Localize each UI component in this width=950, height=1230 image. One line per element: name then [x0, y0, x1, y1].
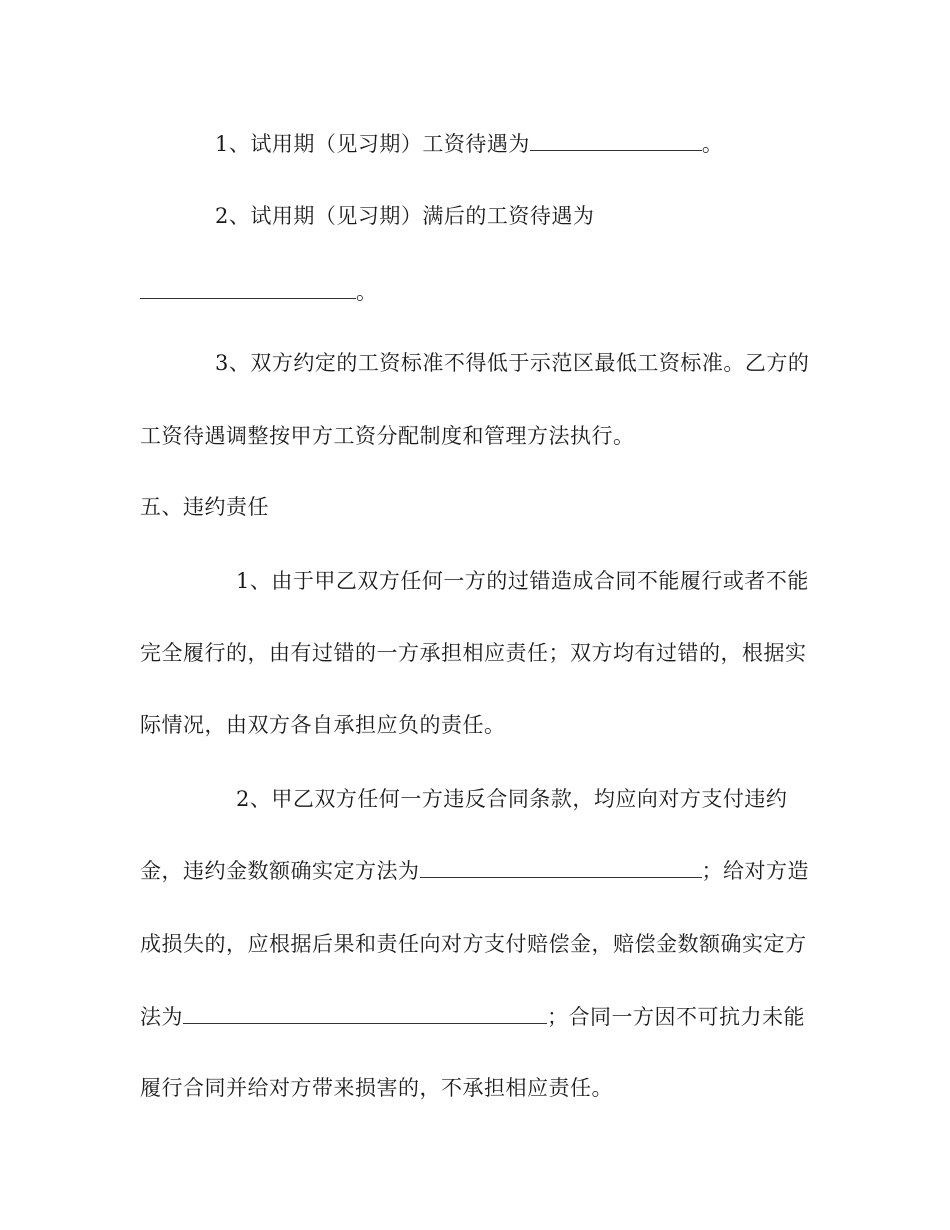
- clause-5-1-cont-1-text: 完全履行的，由有过错的一方承担相应责任；双方均有过错的，根据实: [140, 641, 807, 665]
- clause-4-1: [215, 129, 895, 159]
- clause-5-2-cont-3-text: 法为: [140, 1005, 183, 1029]
- clause-4-2-blank-line: [140, 277, 820, 307]
- clause-4-3: [215, 348, 895, 378]
- clause-5-1-text: 1、由于甲乙双方任何一方的过错造成合同不能履行或者不能: [236, 569, 809, 593]
- section-heading-text: 五、违约责任: [140, 495, 269, 519]
- clause-5-2-cont-3-end: ；合同一方因不可抗力未能: [547, 1005, 805, 1029]
- clause-4-1-text: 1、试用期（见习期）工资待遇为: [215, 132, 530, 156]
- clause-5-2-cont-1-text: 金，违约金数额确实定方法为: [140, 859, 420, 883]
- clause-5-2-cont-3: [140, 1002, 820, 1032]
- clause-5-2-cont-2: [140, 929, 820, 959]
- clause-4-3-cont: [140, 421, 820, 451]
- fill-blank-post-probation-salary[interactable]: [140, 278, 356, 299]
- clause-4-2-text: 2、试用期（见习期）满后的工资待遇为: [215, 204, 595, 228]
- clause-4-3-text: 3、双方约定的工资标准不得低于示范区最低工资标准。乙方的: [215, 351, 810, 375]
- clause-4-2: [215, 201, 895, 231]
- clause-5-2-text: 2、甲乙双方任何一方违反合同条款，均应向对方支付违约: [236, 787, 788, 811]
- clause-5-1-cont-1: [140, 638, 820, 668]
- clause-5-2: [236, 784, 916, 814]
- clause-5-1: [236, 566, 916, 596]
- clause-5-1-cont-2-text: 际情况，由双方各自承担应负的责任。: [140, 713, 506, 737]
- fill-blank-probation-salary[interactable]: [530, 130, 702, 151]
- clause-5-2-cont-2-text: 成损失的，应根据后果和责任向对方支付赔偿金，赔偿金数额确实定方: [140, 932, 807, 956]
- clause-5-2-cont-1: [140, 856, 820, 886]
- clause-5-2-cont-4: [140, 1073, 820, 1103]
- clause-4-2-end: 。: [356, 280, 378, 304]
- clause-5-2-cont-1-end: ；给对方造: [701, 859, 809, 883]
- fill-blank-penalty-method[interactable]: [420, 857, 702, 878]
- section-heading-breach: [140, 492, 820, 522]
- clause-4-3-cont-text: 工资待遇调整按甲方工资分配制度和管理方法执行。: [140, 424, 635, 448]
- clause-5-1-cont-2: [140, 710, 820, 740]
- fill-blank-compensation-method[interactable]: [183, 1003, 547, 1024]
- clause-5-2-cont-4-text: 履行合同并给对方带来损害的，不承担相应责任。: [140, 1076, 613, 1100]
- clause-4-1-end: 。: [701, 132, 724, 156]
